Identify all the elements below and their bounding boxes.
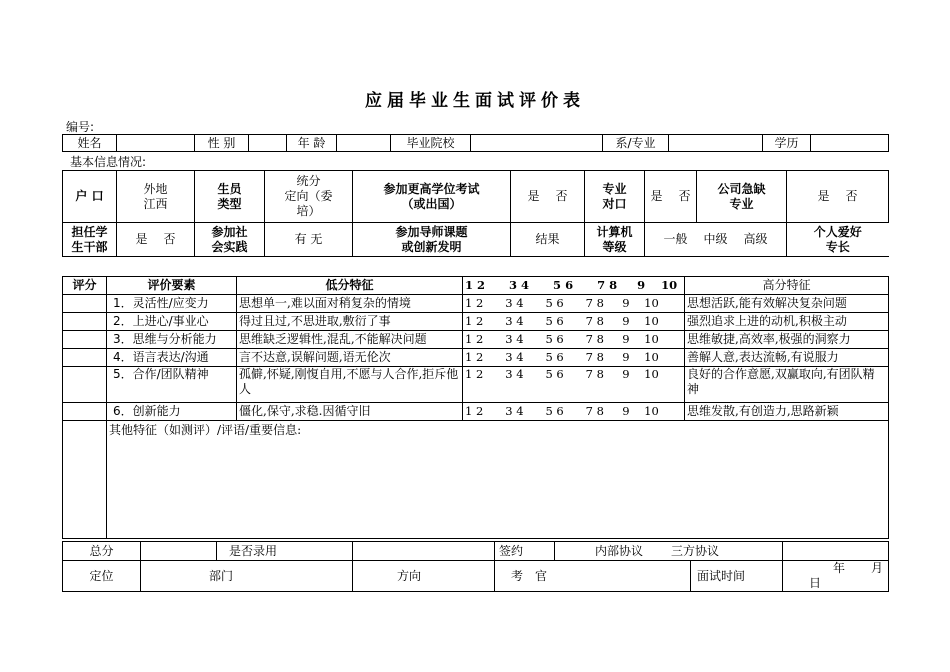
score-cell-5[interactable] <box>63 367 107 403</box>
department-value[interactable] <box>669 135 763 152</box>
age-label: 年 龄 <box>287 135 337 152</box>
factor-5: 5．合作/团队精神 <box>107 367 237 403</box>
no-option[interactable]: 否 <box>845 189 858 203</box>
hire-label: 是否录用 <box>217 542 353 561</box>
low-6: 僵化,保守,求稳.因循守旧 <box>237 403 463 421</box>
number-label: 编号: <box>66 120 95 134</box>
name-label: 姓名 <box>63 135 117 152</box>
footer-table <box>62 541 889 592</box>
interview-time-label: 面试时间 <box>691 561 783 592</box>
none-option[interactable]: 无 <box>310 232 323 246</box>
low-1: 思想单一,难以面对稍复杂的情境 <box>237 295 463 313</box>
gender-label: 性 别 <box>195 135 249 152</box>
direction-label: 方向 <box>353 561 495 592</box>
higher-exam-label: 参加更高学位考试 （或出国） <box>353 171 511 223</box>
social-practice-choice[interactable] <box>265 223 353 257</box>
scale-1[interactable]: 1 2 3 4 5 6 7 8 9 10 <box>463 295 685 313</box>
basic-info-label: 基本信息情况: <box>70 155 147 169</box>
computer-level-choice[interactable] <box>645 223 787 257</box>
factor-6: 6．创新能力 <box>107 403 237 421</box>
score-cell-3[interactable] <box>63 331 107 349</box>
cadre-label: 担任学 生干部 <box>63 223 117 257</box>
score-header: 评分 <box>63 277 107 295</box>
student-type-label: 生员 类型 <box>195 171 265 223</box>
have-option[interactable]: 有 <box>294 232 307 246</box>
level-high[interactable]: 高级 <box>743 232 768 246</box>
evaluation-table <box>62 276 889 539</box>
other-info-label: 其他特征（如测评）/评语/重要信息: <box>109 423 302 437</box>
tutor-project-label: 参加导师课题 或创新发明 <box>353 223 511 257</box>
higher-exam-choice[interactable] <box>511 171 585 223</box>
personal-info-table <box>62 134 889 152</box>
student-type-value: 统分 定向（委 培） <box>265 171 353 223</box>
day-label: 日 <box>809 576 822 590</box>
no-option[interactable]: 否 <box>555 189 568 203</box>
high-1: 思想活跃,能有效解决复杂问题 <box>685 295 889 313</box>
age-value[interactable] <box>337 135 391 152</box>
factor-2: 2．上进心/事业心 <box>107 313 237 331</box>
hukou-value: 外地 江西 <box>117 171 195 223</box>
scale-6[interactable]: 1 2 3 4 5 6 7 8 9 10 <box>463 403 685 421</box>
score-cell-2[interactable] <box>63 313 107 331</box>
low-2: 得过且过,不思进取,敷衍了事 <box>237 313 463 331</box>
tripartite-agreement-option[interactable]: 三方协议 <box>671 543 720 558</box>
gender-value[interactable] <box>249 135 287 152</box>
hire-value[interactable] <box>353 542 495 561</box>
sign-value[interactable] <box>783 542 889 561</box>
high-3: 思维敏捷,高效率,极强的洞察力 <box>685 331 889 349</box>
major-match-label: 专业 对口 <box>585 171 645 223</box>
education-value[interactable] <box>811 135 889 152</box>
scale-header: 1 2 3 4 5 6 7 8 9 10 <box>463 277 685 295</box>
social-practice-label: 参加社 会实践 <box>195 223 265 257</box>
scale-5[interactable]: 1 2 3 4 5 6 7 8 9 10 <box>463 367 685 403</box>
scale-2[interactable]: 1 2 3 4 5 6 7 8 9 10 <box>463 313 685 331</box>
school-value[interactable] <box>471 135 603 152</box>
low-header: 低分特征 <box>237 277 463 295</box>
tutor-result-label: 结果 <box>511 223 585 257</box>
computer-level-label: 计算机 等级 <box>585 223 645 257</box>
position-label: 定位 <box>63 561 141 592</box>
department-label: 系/专业 <box>603 135 669 152</box>
factor-1: 1．灵活性/应变力 <box>107 295 237 313</box>
level-mid[interactable]: 中级 <box>703 232 728 246</box>
sign-label: 签约 <box>495 542 555 561</box>
factor-4: 4．语言表达/沟通 <box>107 349 237 367</box>
major-match-choice[interactable] <box>645 171 697 223</box>
high-5: 良好的合作意愿,双赢取向,有团队精神 <box>685 367 889 403</box>
factor-header: 评价要素 <box>107 277 237 295</box>
high-4: 善解人意,表达流畅,有说服力 <box>685 349 889 367</box>
scale-3[interactable]: 1 2 3 4 5 6 7 8 9 10 <box>463 331 685 349</box>
yes-option[interactable]: 是 <box>135 232 148 246</box>
basic-info-table <box>62 170 889 257</box>
month-label: 月 <box>871 561 884 575</box>
scale-4[interactable]: 1 2 3 4 5 6 7 8 9 10 <box>463 349 685 367</box>
other-score-cell <box>63 421 107 539</box>
company-need-label: 公司急缺 专业 <box>697 171 787 223</box>
high-6: 思维发散,有创造力,思路新颖 <box>685 403 889 421</box>
score-cell-6[interactable] <box>63 403 107 421</box>
other-info-area[interactable] <box>107 421 889 539</box>
low-5: 孤僻,怀疑,刚愎自用,不愿与人合作,拒斥他人 <box>237 367 463 403</box>
total-label: 总分 <box>63 542 141 561</box>
hukou-label: 户 口 <box>63 171 117 223</box>
score-cell-4[interactable] <box>63 349 107 367</box>
interview-date[interactable] <box>783 561 889 592</box>
year-label: 年 <box>833 561 846 575</box>
yes-option[interactable]: 是 <box>817 189 830 203</box>
education-label: 学历 <box>763 135 811 152</box>
company-need-choice[interactable] <box>787 171 889 223</box>
internal-agreement-option[interactable]: 内部协议 <box>595 543 644 558</box>
factor-3: 3．思维与分析能力 <box>107 331 237 349</box>
yes-option[interactable]: 是 <box>650 189 663 203</box>
name-value[interactable] <box>117 135 195 152</box>
no-option[interactable]: 否 <box>163 232 176 246</box>
form-title: 应届毕业生面试评价表 <box>365 91 585 111</box>
school-label: 毕业院校 <box>391 135 471 152</box>
high-2: 强烈追求上进的动机,积极主动 <box>685 313 889 331</box>
total-value[interactable] <box>141 542 217 561</box>
no-option[interactable]: 否 <box>678 189 691 203</box>
level-basic[interactable]: 一般 <box>663 232 688 246</box>
score-cell-1[interactable] <box>63 295 107 313</box>
low-4: 言不达意,误解问题,语无伦次 <box>237 349 463 367</box>
high-header: 高分特征 <box>685 277 889 295</box>
examiner-label: 考 官 <box>495 561 691 592</box>
low-3: 思维缺乏逻辑性,混乱,不能解决问题 <box>237 331 463 349</box>
dept-label: 部门 <box>141 561 353 592</box>
cadre-choice[interactable] <box>117 223 195 257</box>
yes-option[interactable]: 是 <box>527 189 540 203</box>
sign-options[interactable] <box>555 542 783 561</box>
hobby-label: 个人爱好 专长 <box>787 223 889 257</box>
